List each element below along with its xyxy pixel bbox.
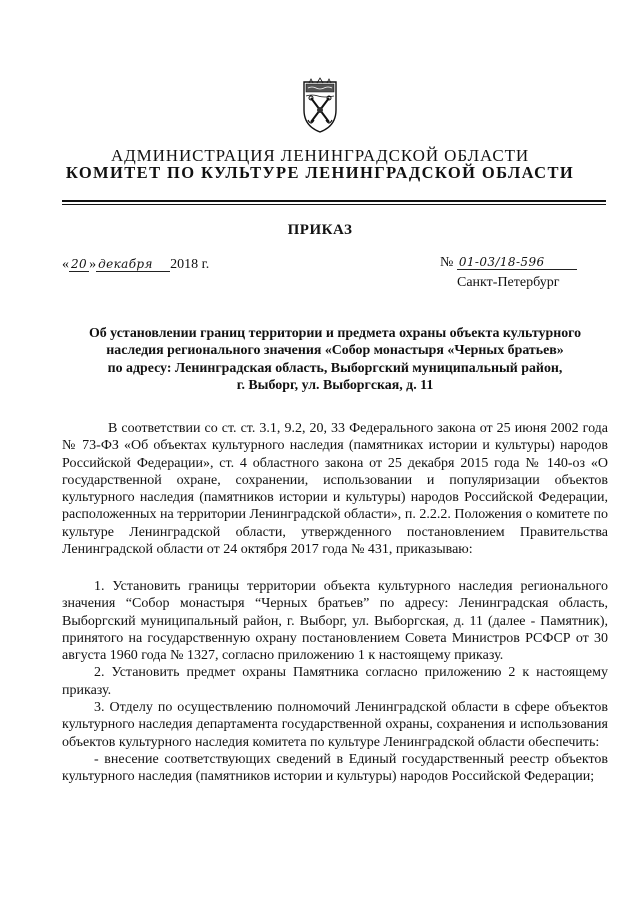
title-line: г. Выборг, ул. Выборгская, д. 11: [236, 377, 434, 393]
number-value: 01-03/18-596: [457, 255, 577, 270]
date-month: декабря: [96, 257, 170, 272]
order-date: [62, 256, 209, 274]
committee-name: КОМИТЕТ ПО КУЛЬТУРЕ ЛЕНИНГРАДСКОЙ ОБЛАСТИ: [65, 163, 575, 182]
order-item-1: 1. Установить границы территории объекта культурного наследия регионального значения “Собор монастыря “Черных братьев” по адресу: Ленинградская область, Выборгский муниципальный район, г. Выборг, ул. Выборгская, д. 11 (далее - Памятник), принятого на государственную охрану постановлением Совета Министров РСФСР от 30 августа 1960 года № 1327, согласно приложению 1 к настоящему приказу.: [62, 579, 608, 664]
date-year: 2018 г.: [170, 257, 210, 272]
order-title: [62, 325, 608, 394]
title-line: по адресу: Ленинградская область, Выборгский муниципальный район,: [107, 360, 563, 376]
issue-place: Санкт-Петербург: [457, 275, 560, 290]
date-close-quote: »: [89, 257, 97, 272]
coat-of-arms-emblem: [300, 76, 340, 134]
order-number: [440, 254, 577, 272]
order-item-3-subitem: - внесение соответствующих сведений в Единый государственный реестр объектов культурного наследия (памятников истории и культуры) народов Российской Федерации;: [62, 751, 608, 785]
preamble-paragraph: В соответствии со ст. ст. 3.1, 9.2, 20, 33 Федерального закона от 25 июня 2002 года № 73-ФЗ «Об объектах культурного наследия (памятниках истории и культуры) народов Российской Федерации», ст. 4 областного закона от 25 декабря 2015 года № 140-оз «О государственной охране, сохранении, использовании и популяризации объектов культурного наследия (памятников истории и культуры) народов Российской Федерации, расположенных на территории Ленинградской области», п. 2.2.2. Положения о комитете по культуре Ленинградской области, утвержденного постановлением Правительства Ленинградской области от 24 октября 2017 года № 431, приказываю:: [62, 421, 608, 558]
document-type-heading: ПРИКАЗ: [287, 222, 353, 238]
title-line: наследия регионального значения «Собор монастыря «Черных братьев»: [106, 343, 564, 359]
header-divider-thick: [62, 200, 606, 202]
date-open-quote: «: [62, 257, 69, 272]
number-prefix: №: [440, 255, 454, 270]
organization-name: АДМИНИСТРАЦИЯ ЛЕНИНГРАДСКОЙ ОБЛАСТИ: [110, 146, 530, 165]
preamble-section: [62, 420, 608, 558]
header-divider-thin: [62, 204, 606, 205]
title-line: Об установлении границ территории и предмета охраны объекта культурного: [88, 326, 582, 341]
order-item-3: 3. Отделу по осуществлению полномочий Ленинградской области в сфере объектов культурного наследия департамента государственной охраны, сохранения и использования объектов культурного наследия комитета по культуре Ленинградской области обеспечить:: [62, 700, 608, 750]
date-day: 20: [71, 257, 88, 271]
order-item-2: 2. Установить предмет охраны Памятника согласно приложению 2 к настоящему приказу.: [62, 665, 608, 698]
order-items-section: [62, 578, 608, 786]
